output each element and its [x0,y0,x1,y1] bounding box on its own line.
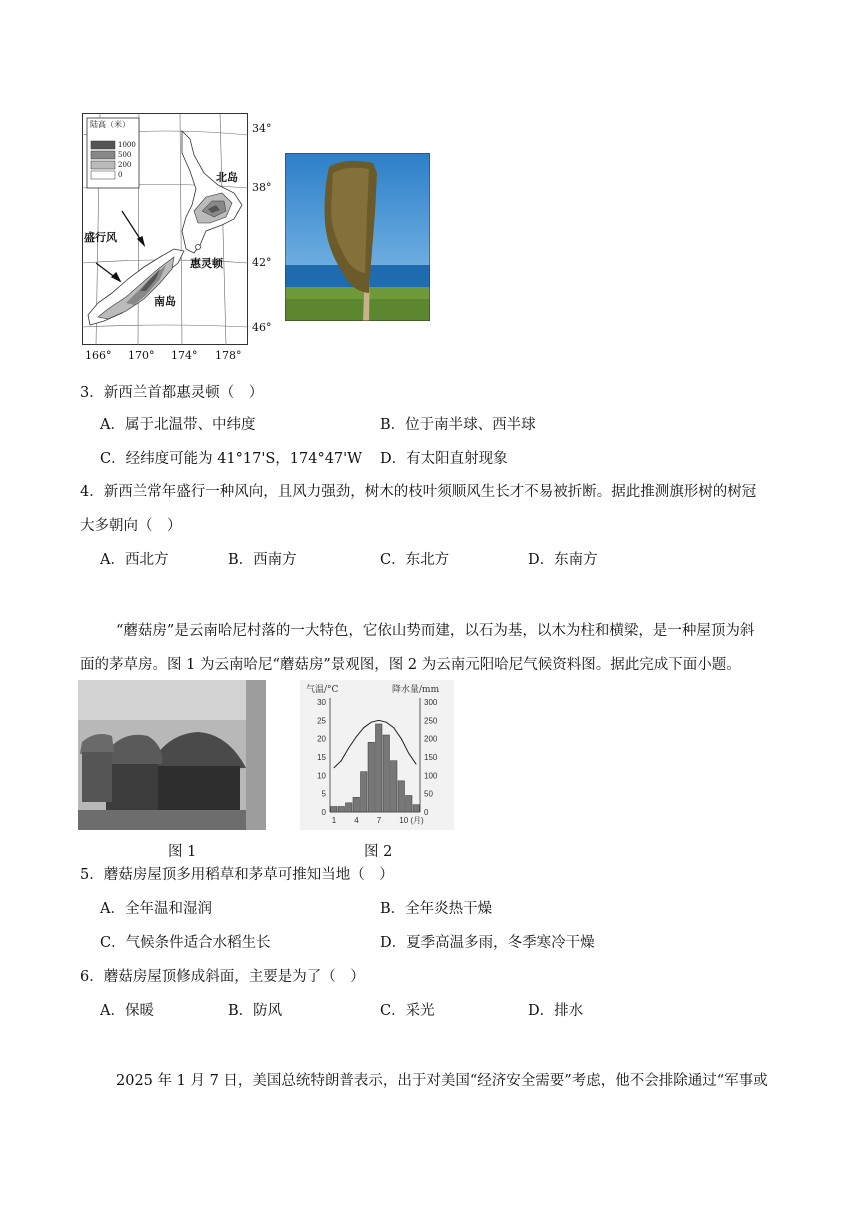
precip-tick-label: 0 [424,808,429,817]
lat-label-42: 42° [252,256,272,269]
south-island-label: 南岛 [154,295,176,308]
precip-bar [376,724,383,812]
q3-option-a[interactable]: A．属于北温带、中纬度 [100,417,256,433]
q5-option-a[interactable]: A．全年温和湿润 [100,901,212,917]
mushroom-house-photo [78,680,266,830]
temp-tick-label: 30 [317,698,326,707]
passage2-line1: “蘑菇房”是云南哈尼村落的一大特色，它依山势而建，以石为基，以木为柱和横梁，是一种屋顶为斜 [116,623,755,639]
q4-stem-line2: 大多朝向（ ） [80,518,182,534]
q5-option-c[interactable]: C．气候条件适合水稻生长 [100,935,271,951]
precip-bar [391,761,398,812]
precip-bar [398,781,405,812]
precip-axis-label: 降水量/mm [392,685,440,695]
temp-tick-label: 5 [321,789,326,799]
lon-label-170: 170° [128,349,155,362]
lon-label-166: 166° [85,349,112,362]
lon-label-174: 174° [171,349,198,362]
precip-bar [331,807,338,813]
precip-bar [361,772,368,812]
q5-option-d[interactable]: D．夏季高温多雨，冬季寒冷干燥 [380,935,595,951]
q4-option-c[interactable]: C．东北方 [380,552,450,568]
q6-option-b[interactable]: B．防风 [228,1003,283,1019]
precip-bar [346,803,353,812]
q6-stem: 6．蘑菇房屋顶修成斜面，主要是为了（ ） [80,969,365,985]
north-island-label: 北岛 [216,171,238,184]
month-tick-label: 4 [354,816,359,825]
temp-tick-label: 25 [317,716,326,726]
temp-axis-label: 气温/°C [306,685,339,695]
temp-tick-label: 20 [317,734,326,744]
precip-tick-label: 300 [424,698,438,707]
precip-tick-label: 50 [424,789,433,799]
temp-tick-label: 10 [317,771,326,781]
precip-bar [368,742,375,812]
temp-tick-label: 15 [317,753,326,762]
lat-label-38: 38° [252,181,272,194]
lon-label-178: 178° [215,349,242,362]
passage2-line2: 面的茅草房。图 1 为云南哈尼“蘑菇房”景观图，图 2 为云南元阳哈尼气候资料图。据此完成下面小题。 [80,657,741,673]
q3-option-c[interactable]: C．经纬度可能为 41°17'S，174°47'W [100,451,363,467]
q4-stem-line1: 4．新西兰常年盛行一种风向，且风力强劲，树木的枝叶须顺风生长才不易被折断。据此推测旗形树的树冠 [80,484,757,500]
capital-label: 惠灵顿 [190,257,223,270]
climate-chart [300,680,454,830]
month-tick-label: 1 [331,816,337,825]
legend-level-1000: 1000 [118,141,136,149]
q3-option-d[interactable]: D．有太阳直射现象 [380,451,508,467]
flag-tree-photo [285,153,430,321]
q4-option-b[interactable]: B．西南方 [228,552,297,568]
month-tick-label: 10 (月) [399,816,424,825]
precip-bar [338,807,345,813]
precip-tick-label: 250 [424,716,438,726]
precip-tick-label: 150 [424,753,438,762]
q4-option-d[interactable]: D．东南方 [528,552,598,568]
lat-label-34: 34° [252,122,272,135]
q6-option-c[interactable]: C．采光 [380,1003,435,1019]
precip-bar [383,735,390,812]
passage3-line1: 2025 年 1 月 7 日，美国总统特朗普表示，出于对美国“经济安全需要”考虑，他不会排除通过“军事或 [116,1073,768,1089]
lat-label-46: 46° [252,321,272,334]
precip-tick-label: 100 [424,771,438,781]
wind-label: 盛行风 [84,231,117,244]
new-zealand-map [82,113,248,345]
precip-bar [353,797,360,812]
q4-option-a[interactable]: A．西北方 [100,552,169,568]
legend-title: 陆高（米） [90,120,130,129]
q6-option-a[interactable]: A．保暖 [100,1003,154,1019]
q3-option-b[interactable]: B．位于南半球、西半球 [380,417,536,433]
figure-1-caption: 图 1 [168,844,197,860]
q6-option-d[interactable]: D．排水 [528,1003,584,1019]
legend-level-0: 0 [118,171,123,179]
figure-2-caption: 图 2 [364,844,393,860]
q5-option-b[interactable]: B．全年炎热干燥 [380,901,493,917]
precip-bar [413,805,420,812]
q3-stem: 3．新西兰首都惠灵顿（ ） [80,385,264,401]
q5-stem: 5．蘑菇房屋顶多用稻草和茅草可推知当地（ ） [80,867,394,883]
legend-level-200: 200 [118,161,132,169]
precip-bar [406,796,413,813]
temp-tick-label: 0 [321,808,326,817]
precip-tick-label: 200 [424,734,438,744]
legend-level-500: 500 [118,151,132,159]
month-tick-label: 7 [376,816,382,825]
